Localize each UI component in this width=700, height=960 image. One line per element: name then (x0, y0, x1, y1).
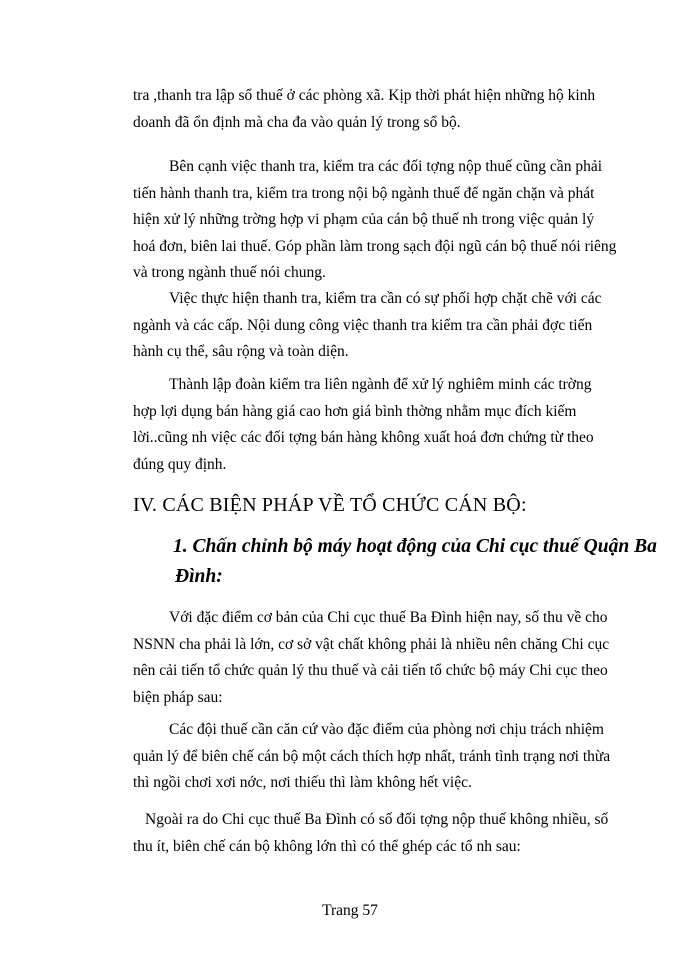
text-line: NSNN cha phải là lớn, cơ sở vật chất không phải là nhiều nên chăng Chi cục (133, 635, 610, 653)
paragraph-6 (133, 717, 611, 797)
text-line: nên cải tiến tổ chức quản lý thu thuế và cải tiến tổ chức bộ máy Chi cục theo (133, 662, 608, 679)
text-line: thì ngồi chơi xơi nớc, nơi thiếu thì làm không hết việc. (133, 774, 472, 791)
text-line: ngành và các cấp. Nội dung công việc thanh tra kiểm tra cần phải đợc tiến (133, 316, 593, 334)
section-heading: IV. CÁC BIỆN PHÁP VỀ TỔ CHỨC CÁN BỘ: (133, 494, 527, 516)
paragraph-2 (133, 154, 617, 287)
text-line: Thành lập đoàn kiểm tra liên ngành để xử lý nghiêm minh các trờng (169, 376, 592, 393)
paragraph-5 (133, 605, 610, 711)
text-line: và trong ngành thuế nói chung. (133, 264, 326, 281)
text-line: Với đặc điểm cơ bản của Chi cục thuế Ba Đình hiện nay, số thu về cho (169, 609, 608, 626)
text-line: hành cụ thể, sâu rộng và toàn diện. (133, 343, 349, 360)
text-line: hoá đơn, biên lai thuế. Góp phần làm trong sạch đội ngũ cán bộ thuế nói riêng (133, 237, 617, 255)
text-line: hợp lợi dụng bán hàng giá cao hơn giá bình thờng nhằm mục đích kiếm (133, 402, 577, 420)
text-line: lời..cũng nh việc các đối tợng bán hàng không xuất hoá đơn chứng từ theo (133, 429, 594, 446)
paragraph-7 (133, 807, 609, 860)
text-line: biện pháp sau: (133, 688, 223, 706)
paragraph-3 (133, 286, 603, 366)
text-line: thu ít, biên chế cán bộ không lớn thì có thể ghép các tổ nh sau: (133, 837, 521, 855)
text-line: Việc thực hiện thanh tra, kiểm tra cần có sự phối hợp chặt chẽ với các (169, 290, 602, 307)
paragraph-4 (133, 372, 603, 478)
paragraph-1 (133, 83, 603, 136)
subsection-heading (173, 532, 657, 592)
heading-line: Đình: (175, 566, 223, 587)
text-line: Các đội thuế cần căn cứ vào đặc điểm của phòng nơi chịu trách nhiệm (169, 721, 604, 738)
heading-line: 1. Chấn chỉnh bộ máy hoạt động của Chi cục thuế Quận Ba (173, 536, 657, 557)
text-line: tiến hành thanh tra, kiểm tra trong nội bộ ngành thuế để ngăn chặn và phát (133, 184, 595, 202)
page-number: Trang 57 (322, 902, 378, 919)
text-line: tra ,thanh tra lập sổ thuế ở các phòng xã. Kịp thời phát hiện những hộ kinh (133, 87, 596, 104)
text-line: doanh đã ổn định mà cha đa vào quản lý trong sổ bộ. (133, 113, 461, 131)
text-line: quản lý để biên chế cán bộ một cách thích hợp nhất, tránh tình trạng nơi thừa (133, 747, 611, 765)
text-line: đúng quy định. (133, 455, 227, 473)
text-line: Bên cạnh việc thanh tra, kiểm tra các đối tợng nộp thuế cũng cần phải (169, 158, 603, 175)
text-line: hiện xử lý những trờng hợp vi phạm của cán bộ thuế nh trong việc quản lý (133, 211, 595, 228)
text-line: Ngoài ra do Chi cục thuế Ba Đình có số đối tợng nộp thuế không nhiều, số (145, 811, 609, 828)
